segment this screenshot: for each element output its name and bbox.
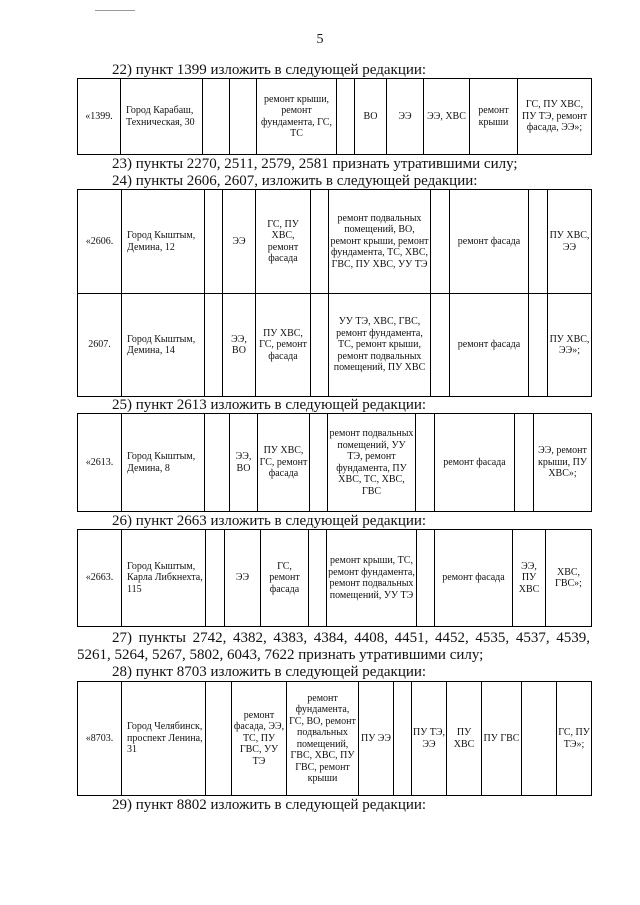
cell bbox=[416, 414, 435, 512]
cell: ЭЭ bbox=[225, 530, 261, 627]
cell: ПУ ТЭ, ЭЭ bbox=[412, 682, 447, 796]
address: Город Карабаш, Техническая, 30 bbox=[121, 79, 203, 155]
cell: УУ ТЭ, ХВС, ГВС, ремонт фундамента, ТС, ремонт крыши, ремонт подвальных помещений, ПУ ХВС bbox=[329, 294, 431, 397]
cell bbox=[206, 530, 225, 627]
table-8703 bbox=[77, 681, 592, 796]
cell bbox=[310, 414, 328, 512]
table-row bbox=[78, 414, 592, 512]
cell: ЭЭ, ПУ ХВС bbox=[513, 530, 546, 627]
section-25-heading: 25) пункт 2613 изложить в следующей редакции: bbox=[112, 397, 427, 413]
address: Город Кыштым, Карла Либкнехта, 115 bbox=[122, 530, 206, 627]
cell: ПУ ХВС, ГС, ремонт фасада bbox=[258, 414, 310, 512]
cell bbox=[417, 530, 435, 627]
cell: ремонт крыши bbox=[470, 79, 518, 155]
scan-mark bbox=[95, 10, 135, 11]
table-row bbox=[78, 294, 592, 397]
cell bbox=[205, 190, 223, 294]
cell bbox=[394, 682, 412, 796]
row-number: 2607. bbox=[78, 294, 122, 397]
row-number: «2613. bbox=[78, 414, 122, 512]
cell bbox=[230, 79, 257, 155]
cell: ЭЭ, ВО bbox=[230, 414, 258, 512]
cell: ГС, ПУ ХВС, ПУ ТЭ, ремонт фасада, ЭЭ»; bbox=[518, 79, 592, 155]
cell: ремонт фасада bbox=[450, 294, 529, 397]
cell: ГС, ПУ ХВС, ремонт фасада bbox=[256, 190, 311, 294]
cell: ремонт фундамента, ГС, ВО, ремонт подвальных помещений, ГВС, ХВС, ПУ ГВС, ремонт крыши bbox=[287, 682, 359, 796]
cell bbox=[522, 682, 557, 796]
table-row bbox=[78, 190, 592, 294]
cell: ВО bbox=[355, 79, 387, 155]
cell: ремонт фасада bbox=[435, 530, 513, 627]
cell: ремонт фасада bbox=[450, 190, 529, 294]
section-26-heading: 26) пункт 2663 изложить в следующей редакции: bbox=[112, 513, 427, 529]
row-number: «8703. bbox=[78, 682, 122, 796]
cell bbox=[529, 190, 548, 294]
cell: ПУ ГВС bbox=[482, 682, 522, 796]
cell bbox=[337, 79, 355, 155]
row-number: «2606. bbox=[78, 190, 122, 294]
section-27-text-line2: 5261, 5264, 5267, 5802, 6043, 7622 признать утратившими силу; bbox=[77, 647, 484, 663]
cell: ЭЭ, ВО bbox=[223, 294, 256, 397]
address: Город Кыштым, Демина, 14 bbox=[122, 294, 205, 397]
cell bbox=[205, 414, 230, 512]
table-2663 bbox=[77, 529, 592, 627]
cell: ремонт подвальных помещений, УУ ТЭ, ремонт фундамента, ПУ ХВС, ТС, ХВС, ГВС bbox=[328, 414, 416, 512]
table-2613 bbox=[77, 413, 592, 512]
table-row bbox=[78, 682, 592, 796]
cell: ЭЭ bbox=[223, 190, 256, 294]
cell: ЭЭ, ХВС bbox=[424, 79, 470, 155]
table-2606-2607 bbox=[77, 189, 592, 397]
cell: ремонт крыши, ТС, ремонт фундамента, ремонт подвальных помещений, УУ ТЭ bbox=[327, 530, 417, 627]
cell: ПУ ХВС bbox=[447, 682, 482, 796]
cell: ГС, ремонт фасада bbox=[261, 530, 309, 627]
cell: ремонт фасада, ЭЭ, ТС, ПУ ГВС, УУ ТЭ bbox=[232, 682, 287, 796]
section-24-heading: 24) пункты 2606, 2607, изложить в следующей редакции: bbox=[112, 173, 478, 189]
cell bbox=[311, 190, 329, 294]
address: Город Челябинск, проспект Ленина, 31 bbox=[122, 682, 206, 796]
cell bbox=[309, 530, 327, 627]
table-row bbox=[78, 79, 592, 155]
cell: ПУ ХВС, ЭЭ»; bbox=[548, 294, 592, 397]
cell: ПУ ЭЭ bbox=[359, 682, 394, 796]
cell bbox=[311, 294, 329, 397]
row-number: «2663. bbox=[78, 530, 122, 627]
cell: ПУ ХВС, ГС, ремонт фасада bbox=[256, 294, 311, 397]
section-27-text-line1: 27) пункты 2742, 4382, 4383, 4384, 4408, 4451, 4452, 4535, 4537, 4539, bbox=[112, 630, 590, 646]
section-23-text: 23) пункты 2270, 2511, 2579, 2581 признать утратившими силу; bbox=[112, 156, 518, 172]
cell bbox=[431, 294, 450, 397]
cell: ПУ ХВС, ЭЭ bbox=[548, 190, 592, 294]
cell: ГС, ПУ ТЭ»; bbox=[557, 682, 592, 796]
cell bbox=[206, 682, 232, 796]
table-row bbox=[78, 530, 592, 627]
address: Город Кыштым, Демина, 12 bbox=[122, 190, 205, 294]
section-28-heading: 28) пункт 8703 изложить в следующей редакции: bbox=[112, 664, 427, 680]
cell bbox=[205, 294, 223, 397]
page-number: 5 bbox=[316, 32, 324, 47]
cell: ремонт крыши, ремонт фундамента, ГС, ТС bbox=[257, 79, 337, 155]
section-22-heading: 22) пункт 1399 изложить в следующей редакции: bbox=[112, 62, 427, 78]
cell: ремонт фасада bbox=[435, 414, 515, 512]
cell: ХВС, ГВС»; bbox=[546, 530, 592, 627]
table-1399 bbox=[77, 78, 592, 155]
section-29-heading: 29) пункт 8802 изложить в следующей редакции: bbox=[112, 797, 427, 813]
row-number: «1399. bbox=[78, 79, 121, 155]
cell bbox=[529, 294, 548, 397]
address: Город Кыштым, Демина, 8 bbox=[122, 414, 205, 512]
cell: ремонт подвальных помещений, ВО, ремонт крыши, ремонт фундамента, ТС, ХВС, ГВС, ПУ ХВС, УУ ТЭ bbox=[329, 190, 431, 294]
cell: ЭЭ bbox=[387, 79, 424, 155]
cell bbox=[431, 190, 450, 294]
cell bbox=[515, 414, 534, 512]
cell bbox=[203, 79, 230, 155]
cell: ЭЭ, ремонт крыши, ПУ ХВС»; bbox=[534, 414, 592, 512]
